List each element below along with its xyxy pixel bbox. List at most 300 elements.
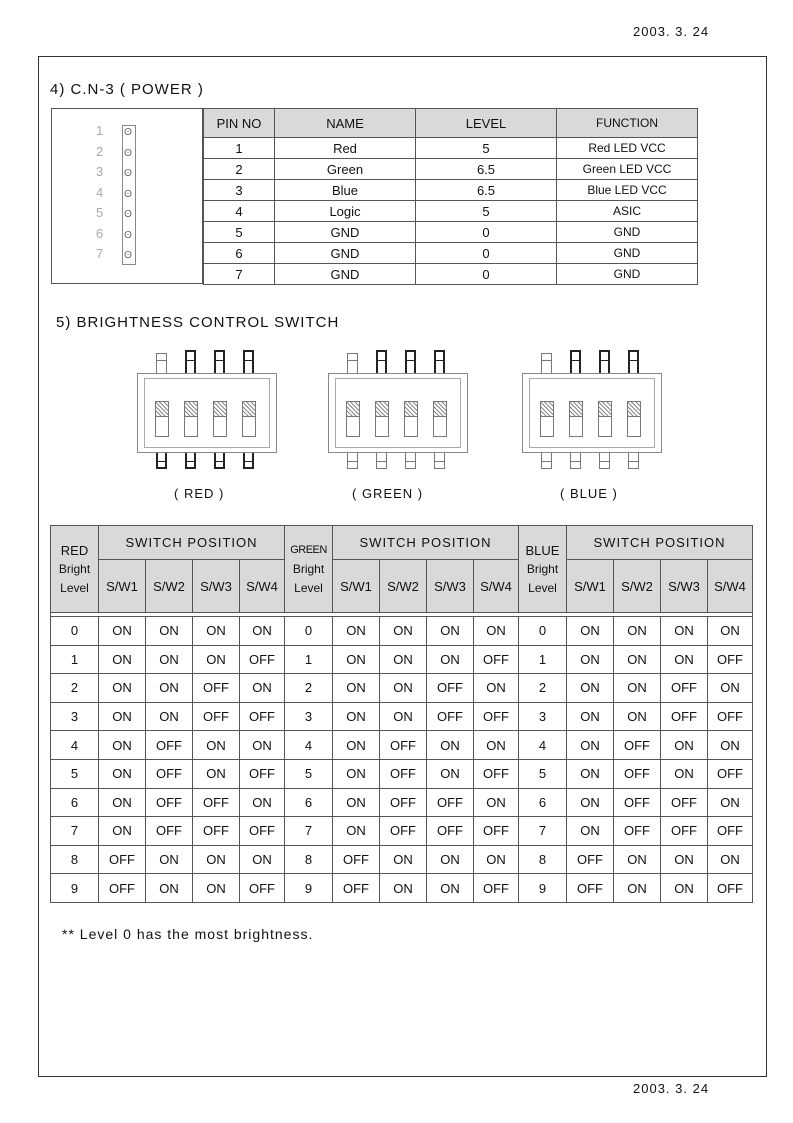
switch-state-cell: ON [614, 674, 661, 703]
switch-state-cell: ON [474, 845, 519, 874]
pin-contact-icon: ʘ [124, 168, 132, 179]
level-cell: 8 [285, 845, 333, 874]
dip-pin-top [347, 353, 358, 373]
dip-switch-red [137, 353, 277, 475]
sw-header: S/W2 [146, 560, 193, 613]
pin-label [96, 185, 135, 200]
switch-position-header: SWITCH POSITION [99, 526, 285, 560]
connector-table-header [204, 109, 698, 138]
switch-state-cell: ON [474, 674, 519, 703]
level-cell: 1 [519, 645, 567, 674]
switch-state-cell: ON [708, 731, 753, 760]
dip-lever-hatch [376, 402, 388, 417]
pin-label [96, 226, 135, 241]
dip-pin-top [243, 350, 254, 373]
function-cell: ASIC [557, 201, 698, 222]
level-header-color: BLUE [525, 542, 560, 558]
pin-contact-icon: ʘ [124, 147, 132, 159]
switch-state-cell: ON [567, 674, 614, 703]
level-cell: 5 [519, 759, 567, 788]
switch-state-cell: ON [193, 645, 240, 674]
dip-pin-top [434, 350, 445, 373]
switch-state-cell: OFF [614, 817, 661, 846]
dip-pin-bottom [434, 453, 445, 469]
switch-state-cell: OFF [193, 702, 240, 731]
switch-state-cell: ON [146, 845, 193, 874]
name-cell: GND [275, 222, 416, 243]
dip-lever [569, 401, 583, 437]
switch-state-cell: OFF [333, 845, 380, 874]
switch-state-cell: OFF [474, 817, 519, 846]
switch-state-cell: ON [567, 817, 614, 846]
switch-state-cell: ON [708, 617, 753, 646]
switch-state-cell: OFF [240, 702, 285, 731]
switch-state-cell: OFF [193, 788, 240, 817]
switch-state-cell: ON [380, 874, 427, 903]
name-cell: Red [275, 138, 416, 159]
level-cell: 2 [285, 674, 333, 703]
dip-pin-top [599, 350, 610, 373]
switch-state-cell: ON [99, 702, 146, 731]
switch-state-cell: ON [240, 788, 285, 817]
level-cell: 9 [519, 874, 567, 903]
switch-state-cell: ON [661, 617, 708, 646]
level-cell: 0 [416, 222, 557, 243]
switch-state-cell: ON [333, 645, 380, 674]
footer-date: 2003. 3. 24 [633, 1081, 710, 1096]
dip-pin-top [185, 350, 196, 373]
dip-pin-bottom [243, 453, 254, 469]
level-cell: 1 [51, 645, 99, 674]
pin-number: 7 [96, 246, 104, 261]
switch-state-cell: OFF [427, 674, 474, 703]
header-name: NAME [275, 109, 416, 138]
switch-state-cell: ON [193, 845, 240, 874]
switch-state-cell: ON [614, 645, 661, 674]
switch-state-cell: ON [661, 731, 708, 760]
section-5-title: 5) BRIGHTNESS CONTROL SWITCH [56, 314, 340, 331]
dip-lever [375, 401, 389, 437]
switch-state-cell: ON [567, 788, 614, 817]
dip-lever-hatch [405, 402, 417, 417]
switch-state-cell: OFF [661, 817, 708, 846]
dip-pin-top [541, 353, 552, 373]
dip-lever-hatch [214, 402, 226, 417]
level-cell: 0 [519, 617, 567, 646]
level-cell: 0 [51, 617, 99, 646]
switch-state-cell: ON [193, 759, 240, 788]
switch-state-cell: ON [240, 674, 285, 703]
level-cell: 9 [51, 874, 99, 903]
switch-state-cell: OFF [146, 788, 193, 817]
pin-contact-icon: ʘ [124, 188, 132, 200]
level-header-green [285, 526, 333, 613]
switch-state-cell: ON [427, 874, 474, 903]
switch-state-cell: ON [333, 702, 380, 731]
switch-state-cell: OFF [474, 645, 519, 674]
switch-state-cell: OFF [380, 788, 427, 817]
pin-contact-icon: ʘ [124, 127, 132, 138]
sw-header: S/W2 [380, 560, 427, 613]
name-cell: GND [275, 264, 416, 285]
switch-table-row [51, 674, 753, 703]
switch-state-cell: ON [474, 617, 519, 646]
name-cell: Blue [275, 180, 416, 201]
pin-contact-icon: ʘ [124, 250, 132, 261]
switch-state-cell: OFF [146, 817, 193, 846]
switch-state-cell: ON [333, 759, 380, 788]
switch-state-cell: OFF [380, 817, 427, 846]
switch-state-cell: OFF [614, 759, 661, 788]
switch-state-cell: ON [240, 731, 285, 760]
pin-number: 2 [96, 143, 104, 159]
level-header-red [51, 526, 99, 613]
level-cell: 6 [51, 788, 99, 817]
switch-state-cell: OFF [99, 845, 146, 874]
switch-state-cell: ON [333, 674, 380, 703]
switch-table-row [51, 617, 753, 646]
switch-table-row [51, 845, 753, 874]
switch-state-cell: ON [240, 845, 285, 874]
dip-switch-label: ( GREEN ) [352, 486, 424, 501]
dip-pin-bottom [628, 453, 639, 469]
switch-state-cell: ON [567, 702, 614, 731]
connector-table-row [204, 243, 698, 264]
switch-state-cell: ON [380, 674, 427, 703]
brightness-note: ** Level 0 has the most brightness. [62, 926, 314, 942]
dip-lever-hatch [156, 402, 168, 417]
name-cell: GND [275, 243, 416, 264]
switch-state-cell: ON [567, 759, 614, 788]
switch-state-cell: OFF [708, 759, 753, 788]
header-date: 2003. 3. 24 [633, 24, 710, 39]
switch-state-cell: ON [99, 617, 146, 646]
connector-table-row [204, 180, 698, 201]
connector-table-row [204, 159, 698, 180]
level-header-sub: Level [60, 580, 89, 595]
level-cell: 3 [285, 702, 333, 731]
switch-state-cell: OFF [99, 874, 146, 903]
switch-state-cell: ON [708, 788, 753, 817]
level-cell: 0 [285, 617, 333, 646]
dip-pin-bottom [347, 453, 358, 469]
pin-no-cell: 3 [204, 180, 275, 201]
switch-state-cell: OFF [708, 702, 753, 731]
connector-table-row [204, 222, 698, 243]
switch-state-cell: ON [427, 617, 474, 646]
switch-state-cell: ON [333, 788, 380, 817]
switch-state-cell: ON [661, 759, 708, 788]
dip-pin-bottom [185, 453, 196, 469]
level-cell: 4 [51, 731, 99, 760]
function-cell: Blue LED VCC [557, 180, 698, 201]
switch-state-cell: ON [567, 617, 614, 646]
dip-pin-top [156, 353, 167, 373]
dip-lever [242, 401, 256, 437]
switch-state-cell: ON [614, 702, 661, 731]
dip-pin-bottom [405, 453, 416, 469]
switch-state-cell: OFF [146, 731, 193, 760]
switch-table-header-row [51, 526, 753, 560]
dip-pin-bottom [599, 453, 610, 469]
dip-lever [155, 401, 169, 437]
switch-state-cell: ON [614, 874, 661, 903]
switch-table-subheader-row [51, 560, 753, 613]
connector-table-row [204, 264, 698, 285]
connector-pin-table [203, 108, 698, 285]
switch-state-cell: OFF [661, 702, 708, 731]
level-cell: 6.5 [416, 159, 557, 180]
dip-lever-hatch [599, 402, 611, 417]
dip-switch-blue [522, 353, 662, 475]
switch-position-header: SWITCH POSITION [333, 526, 519, 560]
switch-state-cell: OFF [567, 874, 614, 903]
switch-state-cell: ON [427, 645, 474, 674]
level-cell: 5 [51, 759, 99, 788]
switch-state-cell: ON [193, 731, 240, 760]
function-cell: Green LED VCC [557, 159, 698, 180]
sw-header: S/W3 [193, 560, 240, 613]
pin-label [96, 205, 135, 220]
switch-state-cell: OFF [240, 874, 285, 903]
level-header-sub: Bright [526, 561, 559, 576]
pin-number: 3 [96, 164, 104, 179]
switch-state-cell: ON [146, 874, 193, 903]
level-cell: 8 [51, 845, 99, 874]
dip-pin-bottom [376, 453, 387, 469]
connector-table-wrap [51, 108, 698, 285]
switch-state-cell: ON [661, 874, 708, 903]
switch-state-cell: OFF [380, 759, 427, 788]
level-header-sub: Level [294, 580, 323, 595]
switch-table-row [51, 702, 753, 731]
dip-pin-top [214, 350, 225, 373]
switch-state-cell: OFF [427, 788, 474, 817]
dip-pin-top [570, 350, 581, 373]
sw-header: S/W4 [240, 560, 285, 613]
level-cell: 6 [285, 788, 333, 817]
switch-state-cell: ON [427, 731, 474, 760]
switch-state-cell: ON [333, 817, 380, 846]
switch-state-cell: OFF [240, 759, 285, 788]
level-header-color: RED [60, 542, 89, 558]
dip-lever [346, 401, 360, 437]
switch-state-cell: ON [333, 617, 380, 646]
dip-lever-hatch [243, 402, 255, 417]
switch-state-cell: ON [146, 617, 193, 646]
switch-state-cell: OFF [193, 674, 240, 703]
switch-state-cell: ON [380, 845, 427, 874]
dip-lever [598, 401, 612, 437]
switch-table-row [51, 759, 753, 788]
pin-number: 6 [96, 225, 104, 241]
switch-state-cell: OFF [614, 788, 661, 817]
switch-state-cell: OFF [146, 759, 193, 788]
switch-state-cell: ON [146, 645, 193, 674]
function-cell: GND [557, 264, 698, 285]
sw-header: S/W4 [474, 560, 519, 613]
switch-table-row [51, 874, 753, 903]
level-cell: 2 [51, 674, 99, 703]
function-cell: GND [557, 243, 698, 264]
switch-state-cell: OFF [474, 874, 519, 903]
connector-table-row [204, 138, 698, 159]
switch-state-cell: ON [99, 759, 146, 788]
level-cell: 9 [285, 874, 333, 903]
level-header-sub: Level [528, 580, 557, 595]
dip-pin-bottom [156, 453, 167, 469]
level-header-color: GREEN [290, 543, 327, 556]
pin-no-cell: 5 [204, 222, 275, 243]
level-cell: 5 [416, 201, 557, 222]
pin-number: 5 [96, 205, 104, 220]
dip-pin-top [628, 350, 639, 373]
header-pin-no: PIN NO [204, 109, 275, 138]
switch-state-cell: OFF [708, 817, 753, 846]
level-cell: 4 [519, 731, 567, 760]
dip-lever-hatch [541, 402, 553, 417]
switch-state-cell: OFF [240, 817, 285, 846]
switch-state-cell: OFF [708, 874, 753, 903]
pin-label [96, 123, 135, 138]
pin-contact-icon: ʘ [124, 229, 132, 241]
switch-state-cell: ON [99, 645, 146, 674]
header-function: FUNCTION [557, 109, 698, 138]
switch-state-cell: OFF [380, 731, 427, 760]
dip-lever-hatch [185, 402, 197, 417]
header-level: LEVEL [416, 109, 557, 138]
switch-state-cell: ON [240, 617, 285, 646]
switch-table-row [51, 731, 753, 760]
dip-lever-hatch [347, 402, 359, 417]
pin-label [96, 164, 135, 179]
level-header-sub: Bright [292, 561, 325, 576]
dip-pin-bottom [570, 453, 581, 469]
dip-pin-top [405, 350, 416, 373]
function-cell: GND [557, 222, 698, 243]
switch-state-cell: OFF [427, 817, 474, 846]
switch-state-cell: ON [99, 788, 146, 817]
dip-lever [540, 401, 554, 437]
switch-state-cell: OFF [661, 788, 708, 817]
switch-state-cell: ON [333, 731, 380, 760]
level-header-sub: Bright [58, 561, 91, 576]
switch-state-cell: OFF [614, 731, 661, 760]
level-header-blue [519, 526, 567, 613]
dip-switch-green [328, 353, 468, 475]
pin-no-cell: 6 [204, 243, 275, 264]
pin-number: 4 [96, 184, 104, 200]
switch-state-cell: ON [708, 845, 753, 874]
level-cell: 6.5 [416, 180, 557, 201]
sw-header: S/W1 [333, 560, 380, 613]
level-cell: 6 [519, 788, 567, 817]
switch-state-cell: ON [708, 674, 753, 703]
dip-switch-label: ( BLUE ) [560, 486, 618, 501]
switch-state-cell: ON [567, 731, 614, 760]
switch-state-cell: ON [193, 874, 240, 903]
dip-lever-hatch [434, 402, 446, 417]
level-cell: 8 [519, 845, 567, 874]
sw-header: S/W1 [99, 560, 146, 613]
dip-lever [433, 401, 447, 437]
dip-lever [627, 401, 641, 437]
pin-no-cell: 2 [204, 159, 275, 180]
switch-state-cell: ON [427, 845, 474, 874]
level-cell: 2 [519, 674, 567, 703]
switch-state-cell: OFF [240, 645, 285, 674]
switch-state-cell: ON [99, 731, 146, 760]
pin-label [96, 246, 135, 261]
sw-header: S/W3 [661, 560, 708, 613]
switch-state-cell: ON [146, 674, 193, 703]
level-cell: 7 [519, 817, 567, 846]
switch-state-cell: ON [661, 645, 708, 674]
switch-position-table [50, 525, 753, 903]
switch-state-cell: ON [567, 645, 614, 674]
pin-no-cell: 7 [204, 264, 275, 285]
level-cell: 5 [416, 138, 557, 159]
level-cell: 4 [285, 731, 333, 760]
switch-state-cell: ON [474, 731, 519, 760]
dip-lever-hatch [628, 402, 640, 417]
level-cell: 5 [285, 759, 333, 788]
switch-state-cell: OFF [474, 702, 519, 731]
level-cell: 3 [519, 702, 567, 731]
switch-state-cell: OFF [567, 845, 614, 874]
level-cell: 0 [416, 264, 557, 285]
sw-header: S/W2 [614, 560, 661, 613]
switch-state-cell: ON [380, 702, 427, 731]
switch-state-cell: ON [99, 674, 146, 703]
name-cell: Logic [275, 201, 416, 222]
switch-state-cell: ON [474, 788, 519, 817]
switch-state-cell: ON [614, 617, 661, 646]
switch-state-cell: OFF [474, 759, 519, 788]
level-cell: 0 [416, 243, 557, 264]
switch-state-cell: ON [614, 845, 661, 874]
switch-state-cell: OFF [661, 674, 708, 703]
switch-state-cell: OFF [708, 645, 753, 674]
dip-pin-top [376, 350, 387, 373]
pin-no-cell: 4 [204, 201, 275, 222]
dip-lever [213, 401, 227, 437]
switch-state-cell: OFF [427, 702, 474, 731]
sw-header: S/W3 [427, 560, 474, 613]
dip-pin-bottom [541, 453, 552, 469]
pin-label [96, 144, 135, 159]
dip-lever-hatch [570, 402, 582, 417]
sw-header: S/W1 [567, 560, 614, 613]
level-cell: 7 [285, 817, 333, 846]
section-4-title: 4) C.N-3 ( POWER ) [50, 81, 204, 98]
pin-contact-icon: ʘ [124, 209, 132, 220]
switch-state-cell: ON [380, 645, 427, 674]
switch-state-cell: OFF [333, 874, 380, 903]
function-cell: Red LED VCC [557, 138, 698, 159]
level-cell: 7 [51, 817, 99, 846]
switch-table-row [51, 817, 753, 846]
dip-lever [404, 401, 418, 437]
dip-lever [184, 401, 198, 437]
switch-state-cell: ON [146, 702, 193, 731]
sw-header: S/W4 [708, 560, 753, 613]
name-cell: Green [275, 159, 416, 180]
switch-position-header: SWITCH POSITION [567, 526, 753, 560]
dip-switch-label: ( RED ) [174, 486, 225, 501]
pin-no-cell: 1 [204, 138, 275, 159]
dip-pin-bottom [214, 453, 225, 469]
